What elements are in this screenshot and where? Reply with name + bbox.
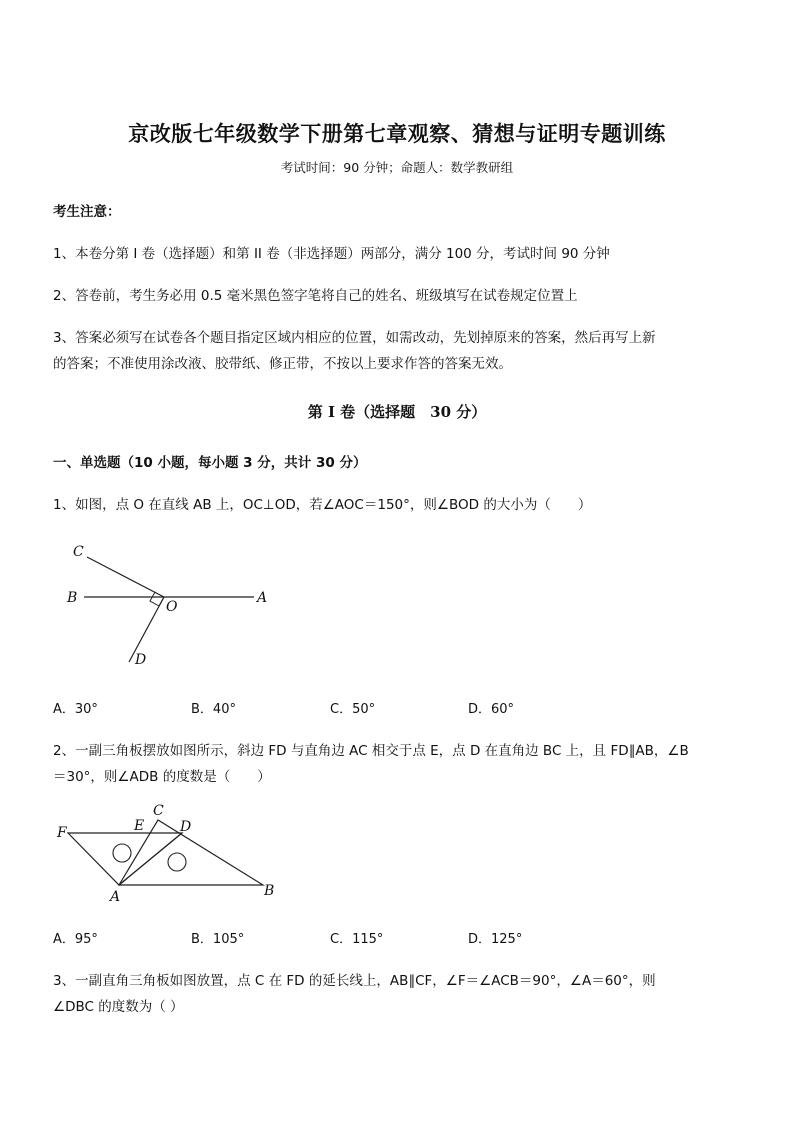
option-c[interactable]: C．50° xyxy=(330,702,376,717)
option-b[interactable]: B．105° xyxy=(191,932,245,947)
notice-item: 2、答卷前，考生务必用 0.5 毫米黑色签字笔将自己的姓名、班级填写在试卷规定位置上 xyxy=(53,288,578,304)
notice-item: 3、答案必须写在试卷各个题目指定区域内相应的位置，如需改动，先划掉原来的答案，然后再写上新 xyxy=(53,330,656,346)
point-label-d: D xyxy=(135,652,147,668)
option-a[interactable]: A．30° xyxy=(53,702,98,717)
point-label-f: F xyxy=(57,825,67,841)
point-label-b: B xyxy=(264,883,275,899)
option-b[interactable]: B．40° xyxy=(191,702,236,717)
option-d[interactable]: D．60° xyxy=(468,702,515,717)
notice-heading: 考生注意： xyxy=(53,204,121,220)
point-label-c: C xyxy=(153,803,164,819)
point-label-d: D xyxy=(180,819,192,835)
part-heading: 一、单选题（10 小题，每小题 3 分，共计 30 分） xyxy=(53,455,367,471)
notice-item: 的答案；不准使用涂改液、胶带纸、修正带，不按以上要求作答的答案无效。 xyxy=(53,356,512,372)
option-c[interactable]: C．115° xyxy=(330,932,384,947)
notice-item: 1、本卷分第 I 卷（选择题）和第 II 卷（非选择题）两部分，满分 100 分，考试时间 90 分钟 xyxy=(53,246,610,262)
point-label-o: O xyxy=(166,599,178,615)
question-2-stem-line1: 2、一副三角板摆放如图所示，斜边 FD 与直角边 AC 相交于点 E，点 D 在直角边 BC 上，且 FD∥AB，∠B xyxy=(53,743,689,759)
point-label-a: A xyxy=(110,889,121,905)
exam-info: 考试时间：90 分钟；命题人：数学教研组 xyxy=(280,160,514,175)
point-label-e: E xyxy=(134,818,145,834)
point-label-c: C xyxy=(73,544,84,560)
question-3-stem-line2: ∠DBC 的度数为（ ） xyxy=(53,999,184,1015)
option-d[interactable]: D．125° xyxy=(468,932,523,947)
section-title: 第 I 卷（选择题 30 分） xyxy=(307,403,487,421)
point-label-b: B xyxy=(67,590,78,606)
option-a[interactable]: A．95° xyxy=(53,932,98,947)
page-title: 京改版七年级数学下册第七章观察、猜想与证明专题训练 xyxy=(128,121,666,146)
point-label-a: A xyxy=(257,590,268,606)
question-2-stem-line2: ＝30°，则∠ADB 的度数是（ ） xyxy=(53,769,271,785)
question-3-stem-line1: 3、一副直角三角板如图放置，点 C 在 FD 的延长线上，AB∥CF，∠F＝∠ACB＝90°，∠A＝60°，则 xyxy=(53,973,656,989)
question-1-stem: 1、如图，点 O 在直线 AB 上，OC⊥OD，若∠AOC＝150°，则∠BOD 的大小为（ ） xyxy=(53,497,592,513)
